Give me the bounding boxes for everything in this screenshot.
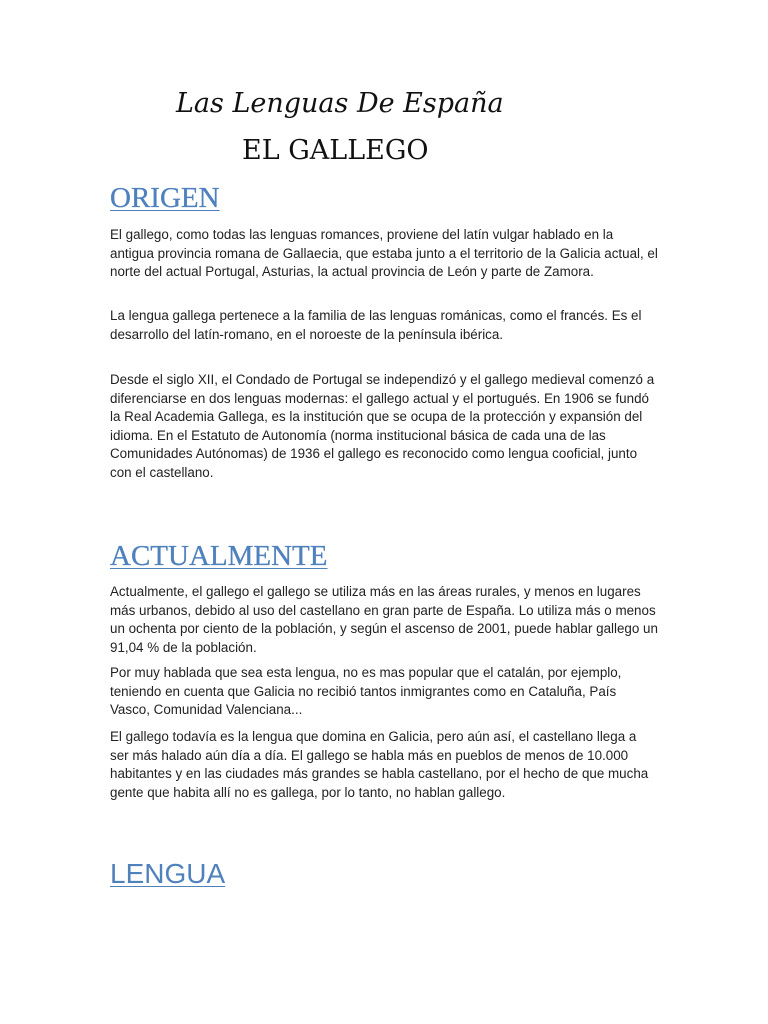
actualmente-paragraph-3: El gallego todavía es la lengua que domina en Galicia, pero aún así, el castellano llega a ser más halado aún día a día. El gallego se habla más en pueblos de menos de 10.000 habitantes y en las ciudades más grandes se habla castellano, por el hecho de que mucha gente que habita allí no es gallega, por lo tanto, no hablan gallego.	[110, 729, 649, 800]
origen-paragraph-2: La lengua gallega pertenece a la familia de las lenguas románicas, como el francés. Es el desarrollo del latín-romano, en el noroeste de la península ibérica.	[110, 308, 642, 342]
origen-paragraph-3: Desde el siglo XII, el Condado de Portugal se independizó y el gallego medieval comenzó a diferenciarse en dos lenguas modernas: el gallego actual y el portugués. En 1906 se fundó la Real Academia Gallega, es la institución que se ocupa de la protección y expansión del idioma. En el Estatuto de Autonomía (norma institucional básica de cada una de las Comunidades Autónomas) de 1936 el gallego es reconocido como lengua cooficial, junto con el castellano.	[110, 372, 655, 480]
section-heading-actualmente: ACTUALMENTE	[110, 540, 328, 572]
actualmente-paragraph-2: Por muy hablada que sea esta lengua, no es mas popular que el catalán, por ejemplo, teniendo en cuenta que Galicia no recibió tantos inmigrantes como en Cataluña, País Vasco, Comunidad Valenciana...	[110, 665, 622, 718]
section-heading-origen: ORIGEN	[110, 182, 220, 214]
actualmente-paragraph-1: Actualmente, el gallego el gallego se utiliza más en las áreas rurales, y menos en lugares más urbanos, debido al uso del castellano en gran parte de España. Lo utiliza más o menos un ochenta por ciento de la población, y según el ascenso de 2001, puede hablar gallego un 91,04 % de la población.	[110, 584, 658, 655]
section-heading-lengua: LENGUA	[110, 858, 226, 889]
document-subtitle: EL GALLEGO	[242, 135, 429, 166]
document-title: Las Lenguas De España	[176, 88, 504, 119]
origen-paragraph-1: El gallego, como todas las lenguas romances, proviene del latín vulgar hablado en la antigua provincia romana de Gallaecia, que estaba junto a el territorio de la Galicia actual, el norte del actual Portugal, Asturias, la actual provincia de León y parte de Zamora.	[110, 227, 658, 280]
